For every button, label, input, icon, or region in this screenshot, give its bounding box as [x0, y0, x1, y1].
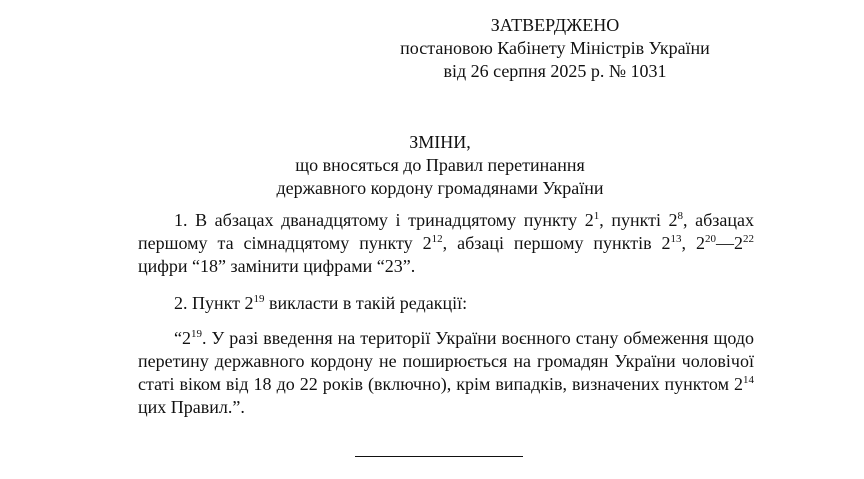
heading-title: ЗМІНИ, [409, 132, 471, 152]
approval-stamp [380, 14, 730, 83]
approval-date: від 26 серпня 2025 р. № 1031 [443, 61, 667, 81]
heading-subtitle-line1: що вносяться до Правил перетинання [295, 155, 585, 175]
document-heading [160, 131, 720, 200]
heading-subtitle-line2: державного кордону громадянами України [276, 178, 604, 198]
approval-authority: постановою Кабінету Міністрів України [400, 38, 710, 58]
approval-title: ЗАТВЕРДЖЕНО [490, 15, 620, 35]
amendment-item-1: 1. В абзацах дванадцятому і тринадцятому пункту $2^1$, пункті $2^8$, абзацах першому та сімнадцятому пункту $2^{12}$, абзаці першому пунктів $2^{13}$, $2^{20}—2^{22}$ цифри “18” замінити цифрами “23”. [138, 210, 754, 276]
amendment-item-2: 2. Пункт $2^{19}$ викласти в такій редакції: [174, 293, 468, 313]
document-body [138, 209, 754, 419]
end-divider [355, 456, 523, 457]
amendment-quote: “$2^{19}$. У разі введення на території України воєнного стану обмеження щодо перетину державного кордону не поширюється на громадян України чоловічої статі віком від 18 до 22 років (включно), крім випадків, визначених пунктом $2^{14}$ цих Правил.”. [138, 328, 754, 417]
